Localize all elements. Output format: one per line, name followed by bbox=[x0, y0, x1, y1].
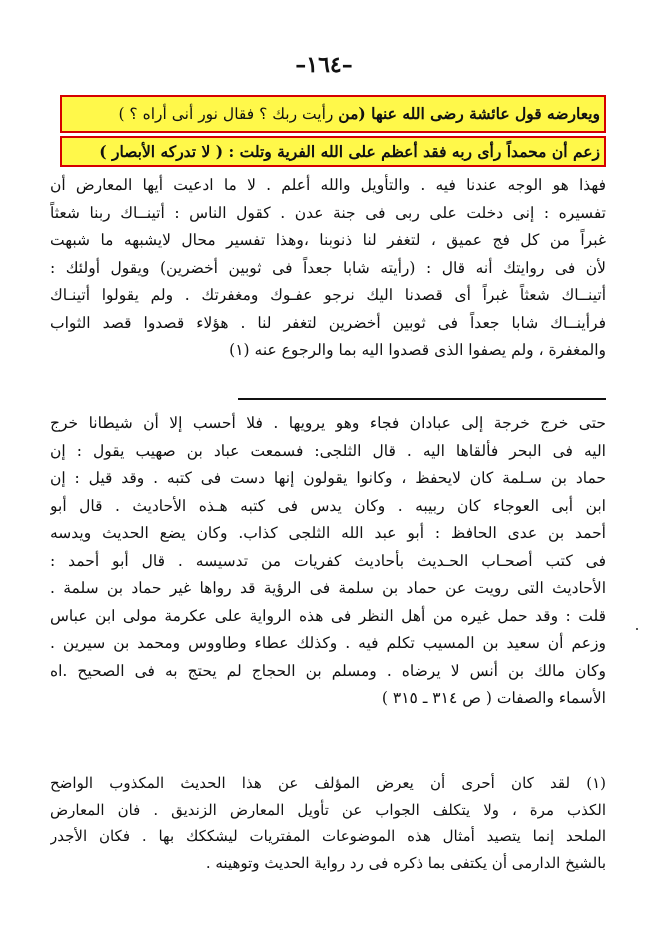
text-line: أحمد بن عدى الحافظ : أبو عبد الله الثلجى كذاب. وكان يضع الحديث ويدسه bbox=[50, 524, 606, 542]
text-line: الأحاديث التى رويت عن حماد بن سلمة فى الرؤية قد رواها غير حماد بن سلمة . bbox=[50, 579, 606, 597]
text-line: والمغفرة ، ولم يصفوا الذى قصدوا اليه بما والرجوع عنه (١) bbox=[229, 341, 606, 359]
text-line: فى كتب أصحـاب الحـديث بأحاديث كفريات من تدسيسه . قال أبو أحمد : bbox=[50, 551, 606, 570]
text-line: اليه فى البحر فألقاها اليه . قال الثلجى: فسمعت عباد بن صهيب يقول : إن bbox=[50, 441, 606, 460]
text-line: الأسماء والصفات ( ص ٣١٤ ـ ٣١٥ ) bbox=[381, 689, 606, 707]
text-line: حتى خرج خرجة إلى عبادان فجاء وهو يرويها . فلا أحسب إلا أن شيطانا خرج bbox=[50, 414, 606, 432]
text-line: أتينــاك شعثاً غبراً أى قصدنا اليك نرجو عفـوك ومغفرتك . ولم يقولوا أتينـاك bbox=[50, 286, 606, 304]
margin-mark bbox=[636, 628, 638, 630]
highlight-question: رأيت ربك ؟ فقال نور أنى أراه ؟ ) bbox=[118, 105, 334, 123]
text-line: فرأينــاك شابا جعداً فى ثوبين أخضرين لتغفر لنا . هؤلاء قصدوا قصد الثواب bbox=[50, 313, 606, 332]
section-divider bbox=[238, 398, 606, 400]
upper-paragraph bbox=[50, 172, 606, 365]
text-line: حماد بن سـلمة كان لايحفظ ، وكانوا يقولون إنها دست فى كتبه . وقد قيل : إن bbox=[50, 469, 606, 487]
footnote-line: بالشيخ الدارمى أن يكتفى بما ذكره فى رد رواية الحديث وتوهينه . bbox=[205, 853, 606, 872]
text-line: فهذا هو الوجه عندنا فيه . والتأويل والله أعلم . لا ما ادعيت أيها المعارض أن bbox=[50, 176, 606, 194]
highlight-line-2: زعم أن محمداً رأى ربه فقد أعظم على الله الفرية وتلت : ( لا تدركه الأبصار ) bbox=[99, 142, 600, 161]
page-number: –١٦٤– bbox=[295, 52, 353, 78]
lower-paragraph bbox=[50, 410, 606, 713]
text-line: قلت : وقد حمل غيره من أهل النظر فى هذه الرواية على عكرمة مولى ابن عباس bbox=[50, 606, 606, 625]
text-line: وكان مالك بن أنس لا يرضاه . ومسلم بن الحجاج لم يحتج به فى الصحيح .اه bbox=[50, 661, 606, 680]
highlight-quote-start: ويعارضه قول عائشة رضى الله عنها (من bbox=[338, 104, 600, 123]
footnote-line: (١) لقد كان أحرى أن يعرض المؤلف عن هذا الحديث المكذوب الواضح bbox=[50, 774, 606, 792]
text-line: وزعم أن سعيد بن المسيب تكلم فيه . وكذلك عطاء وطاووس ومحمد بن سيرين . bbox=[50, 634, 606, 652]
text-line: ابن أبى العوجاء كان ربيبه . وكان يدس فى كتبه هـذه الأحاديث . قال أبو bbox=[50, 496, 606, 515]
text-line: تفسيره : إنى دخلت على ربى فى جنة عدن . كقول الناس : أتينــاك ربنا شعثاً bbox=[50, 203, 606, 222]
footnote-line: الملحد إنما يتصيد أمثال هذه الموضوعات المفتريات ليشككك بها . فكان الأجدر bbox=[50, 827, 606, 845]
footnote-line: الكذب مرة ، ولا يتكلف الجواب عن تأويل المعارض الزنديق . فان المعارض bbox=[50, 800, 606, 819]
text-line: لأن فى روايتك أنه قال : (رأيته شابا جعداً فى ثوبين أخضرين) ويقول أولئك : bbox=[50, 258, 606, 277]
highlight-line-1 bbox=[50, 100, 600, 127]
text-line: غبراً من كل فج عميق ، لتغفر لنا ذنوبنا ،وهذا تفسير محال لايشبهه ما شبهت bbox=[50, 231, 606, 249]
footnote bbox=[50, 770, 606, 876]
